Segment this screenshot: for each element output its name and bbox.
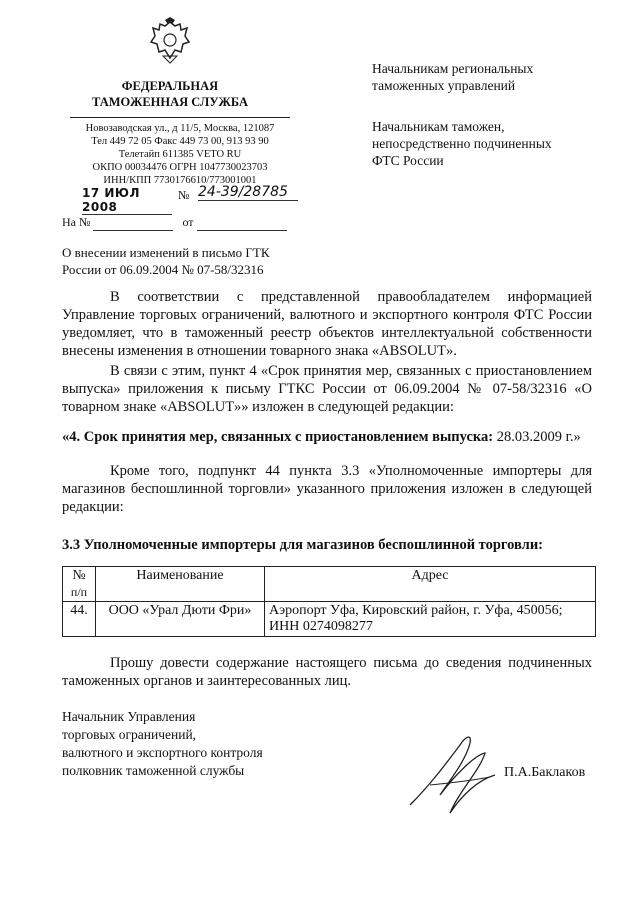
addressee1-line2: таможенных управлений	[372, 78, 516, 93]
paragraph-4: Кроме того, подпункт 44 пункта 3.3 «Уполномоченные импортеры для магазинов беспошлинной торговли» указанного приложения изложен в следующей редакции:	[62, 463, 592, 515]
paragraph-3-bold: «4. Срок принятия мер, связанных с приостановлением выпуска:	[62, 429, 494, 445]
table-header-row	[63, 567, 596, 602]
header-divider	[70, 117, 290, 118]
header-num: № п/п	[63, 567, 96, 602]
reg-number: 24-39/28785	[198, 184, 298, 201]
org-teletype: Телетайп 611385 VETO RU	[118, 149, 242, 160]
addressee2-line2: непосредственно подчиненных	[372, 136, 552, 151]
paragraph-1: В соответствии с представленной правообладателем информацией Управление торговых ограничений, валютного и экспортного контроля ФТС России уведомляет, что в таможенный реестр объектов интеллектуальной собственности внесены изменения в отношении товарного знака «ABSOLUT».	[62, 289, 592, 359]
org-inn: ИНН/КПП 7730176610/773001001	[103, 175, 257, 186]
emblem-icon	[145, 16, 195, 66]
org-name-line2: ТАМОЖЕННАЯ СЛУЖБА	[92, 95, 248, 109]
row-address: Аэропорт Уфа, Кировский район, г. Уфа, 450056; ИНН 0274098277	[265, 602, 596, 637]
org-name-line1: ФЕДЕРАЛЬНАЯ	[121, 79, 219, 93]
paragraph-2: В связи с этим, пункт 4 «Срок принятия мер, связанных с приостановлением выпуска» приложения к письму ГТКС России от 06.09.2004 № 07-58/32316 «О товарном знаке «ABSOLUT»» изложен в следующей редакции:	[62, 363, 592, 415]
paragraph-6: Прошу довести содержание настоящего письма до сведения подчиненных таможенных органов и заинтересованных лиц.	[62, 655, 592, 689]
paragraph-3	[62, 428, 602, 446]
signatory-line1: Начальник Управления	[62, 709, 196, 724]
org-okpo: ОКПО 00034476 ОГРН 1047730023703	[92, 162, 268, 173]
signatory-name: П.А.Баклаков	[504, 765, 586, 780]
header-address: Адрес	[265, 567, 596, 602]
org-phone: Тел 449 72 05 Факс 449 73 00, 913 93 90	[91, 136, 269, 147]
reg-num-label: №	[178, 188, 190, 202]
signatory-line3: валютного и экспортного контроля	[62, 745, 263, 760]
ref-date-field	[197, 215, 287, 231]
ref-from-label: от	[182, 215, 194, 229]
paragraph-5: 3.3 Уполномоченные импортеры для магазинов беспошлинной торговли:	[62, 537, 543, 553]
row-num: 44.	[63, 602, 96, 637]
ref-label: На №	[62, 215, 91, 229]
addressee1-line1: Начальникам региональных	[372, 61, 534, 76]
signatory-line2: торговых ограничений,	[62, 727, 197, 742]
addressee2-line3: ФТС России	[372, 153, 444, 168]
signatory-line4: полковник таможенной службы	[62, 763, 245, 778]
ref-number-field	[93, 215, 173, 231]
paragraph-3-rest: 28.03.2009 г.»	[493, 429, 581, 445]
header-name: Наименование	[96, 567, 265, 602]
addressee2-line1: Начальникам таможен,	[372, 119, 505, 134]
subject-line2: России от 06.09.2004 № 07-58/32316	[62, 262, 264, 277]
table-row	[63, 602, 596, 637]
row-name: ООО «Урал Дюти Фри»	[96, 602, 265, 637]
reg-date: 17 ИЮЛ 2008	[82, 186, 172, 215]
subject-line1: О внесении изменений в письмо ГТК	[62, 245, 270, 260]
org-address: Новозаводская ул., д 11/5, Москва, 121087	[85, 123, 275, 134]
handwritten-signature	[400, 725, 510, 820]
importers-table	[62, 566, 596, 637]
